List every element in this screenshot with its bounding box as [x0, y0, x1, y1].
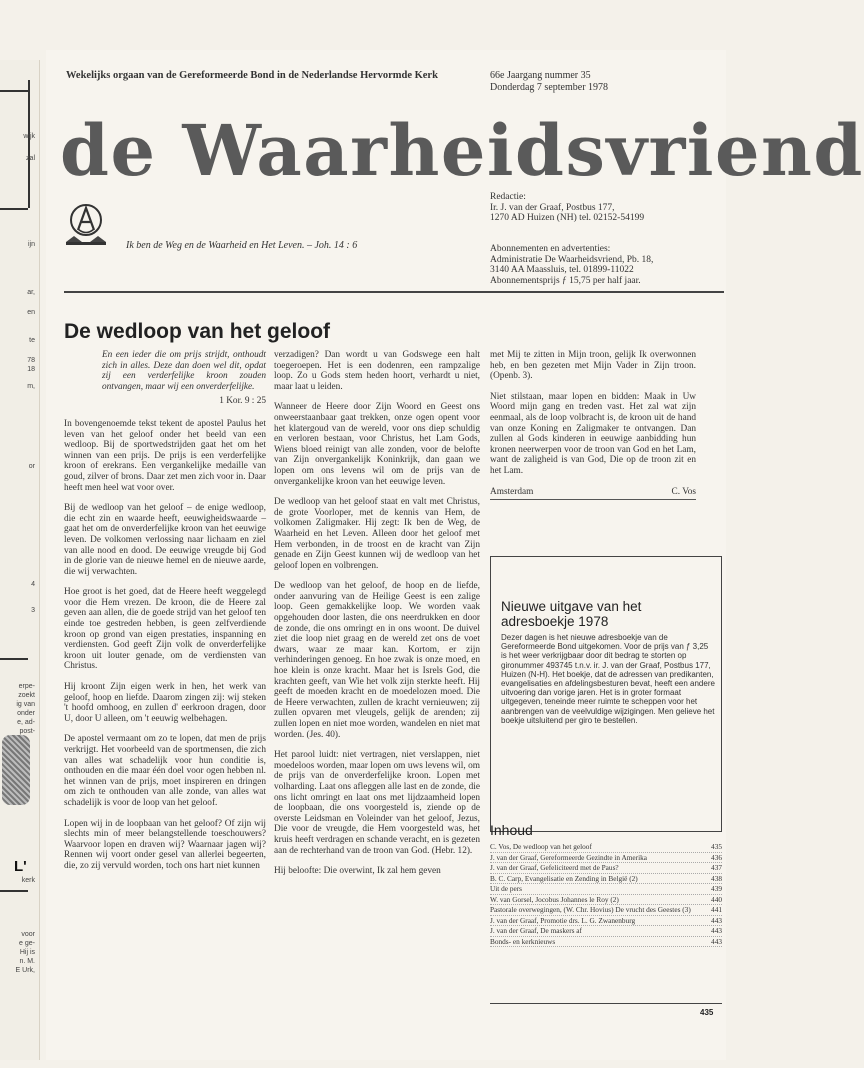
strip-text: erpe- — [18, 683, 35, 690]
toc-item: C. Vos, De wedloop van het geloof 435 — [490, 842, 722, 851]
strip-text: te — [29, 337, 35, 344]
toc-bottom-rule — [490, 1003, 722, 1004]
strip-text: wijk — [23, 133, 35, 140]
subscription-phone: 3140 AA Maassluis, tel. 01899-11022 — [490, 265, 634, 275]
redactie-label: Redactie: — [490, 192, 526, 202]
strip-text: 4 — [31, 581, 35, 588]
paragraph: Hij beloofte: Die overwint, Ik zal hem geven — [274, 866, 441, 877]
paragraph: In bovengenoemde tekst tekent de apostel Paulus het leven van het geloof onder het beeld van een wedloop. Bij de sportwedstrijden gaat het om het winnen van een prijs. De prijs is een verderfelijke kroon of erekrans. Een vergankelijke medaille van goud, zilver of brons. Daar zet men zich voor in. Daar heeft men heel wat voor over. — [64, 418, 266, 493]
strip-text: Hij is — [19, 949, 35, 956]
lead-reference: 1 Kor. 9 : 25 — [219, 396, 266, 407]
paragraph: Bij de wedloop van het geloof – de enige wedloop, die echt zin en waarde heeft, eeuwigheidswaarde – gaat het om de onverderfelijke kroon van het eeuwige leven. De volkomen verlossing naar lichaam en ziel van alle nood en dood. De eeuwige vreugde bij God in de glorie van de nieuwe hemel en de nieuwe aarde, die wij verwachten. — [64, 503, 266, 577]
strip-text: e ge- — [19, 940, 35, 947]
toc-item: Bonds- en kerknieuws 443 — [490, 936, 722, 946]
strip-text: ar, — [27, 289, 35, 296]
redactie-phone: 1270 AD Huizen (NH) tel. 02152-54199 — [490, 213, 645, 223]
article-headline: De wedloop van het geloof — [64, 320, 331, 343]
alpha-omega-logo-icon — [64, 202, 108, 248]
issue-info — [490, 70, 608, 94]
strip-rule — [0, 90, 28, 92]
strip-text: 18 — [27, 366, 35, 373]
strip-text: onder — [17, 710, 35, 717]
page-number: 435 — [700, 1008, 714, 1017]
subscription-price: Abonnementsprijs ƒ 15,75 per half jaar. — [490, 275, 641, 286]
strip-text: kerk — [21, 877, 35, 884]
motto: Ik ben de Weg en de Waarheid en Het Leven. – Joh. 14 : 6 — [126, 240, 358, 251]
strip-text: zoekt — [18, 692, 35, 699]
organ-line: Wekelijks orgaan van de Gereformeerde Bond in de Nederlandse Hervormde Kerk — [66, 70, 438, 81]
redactie-address: Ir. J. van der Graaf, Postbus 177, — [490, 202, 615, 213]
strip-text: ijn — [27, 241, 35, 248]
subscription-info — [490, 244, 722, 286]
strip-text: or — [28, 463, 35, 470]
issue-date: Donderdag 7 september 1978 — [490, 82, 609, 93]
strip-text: voor — [21, 931, 35, 938]
paragraph: Niet stilstaan, maar lopen en bidden: Maak in Uw Woord mijn gang en treden vast. Het zal wat zijn eenmaal, als de loop volbracht is, de kroon uit de hand van onze Koning en Zaligmaker te ontvangen. Dan zullen al Gods kinderen in eeuwige aanbidding hun kronen neerwerpen voor de troon van God en het Lam, want de zaligheid is van God, Die op de troon zit en het Lam. — [490, 391, 696, 476]
article-signature — [490, 487, 696, 501]
strip-text: ig van — [16, 701, 35, 708]
toc-item: B. C. Carp, Evangelisatie en Zending in België (2) 438 — [490, 873, 722, 883]
paragraph: De wedloop van het geloof staat en valt met Christus, de grote Voorloper, met de kennis van Hem, de volkomen Zaligmaker. Hij zegt: Ik ben de Weg, de Waarheid en het Leven. Alleen door het geloof met Hem verbonden, in de troost en de kracht van Zijn genade en Zijn Geest kunnen wij de wedloop van het geloof lopen en volbrengen. — [274, 497, 480, 571]
paragraph: De apostel vermaant om zo te lopen, dat men de prijs verkrijgt. Het voorbeeld van de sportmensen, die zich van alles wat schadelijk voor hun conditie is, onthouden en die maar één doel voor ogen hebben nl. het winnen van de prijs, moet inspireren en dringen om zich te onthouden van alle zonde, van alles wat schadelijk is voor de loop van het geloof. — [64, 734, 266, 808]
strip-text: zal — [26, 155, 35, 162]
toc-item: J. van der Graaf, De maskers af 443 — [490, 926, 722, 935]
strip-text: 78 — [27, 357, 35, 364]
strip-photo — [2, 735, 30, 805]
strip-text: E Urk, — [15, 967, 35, 974]
strip-text: e, ad- — [17, 719, 35, 726]
paragraph: Wanneer de Heere door Zijn Woord en Geest ons onweerstaanbaar gaat trekken, onze ogen opent voor het klatergoud van de wereld, voor ons diep schuldig en verloren bestaan, voor Christus, het Lam Gods, Wiens bloed reinigt van alle zonden, voor de belofte van Zijn onvergankelijk Koninkrijk, dan gaan we lopen om ons levens wil om de prijs van de onvergankelijke kroon van het eeuwige leven. — [274, 402, 480, 487]
announcement-text: Dezer dagen is het nieuwe adresboekje van de Gereformeerde Bond uitgekomen. Voor de prijs van ƒ 3,25 is het weer verkrijgbaar door dit bedrag te storten op gironummer 493745 t.n.v. ir. J. van der Graaf, Postbus 177, Huizen (N-H). Het boekje, dat de adressen van predikanten, evangelisaties en afdelingsbesturen bevat, heeft een andere uitvoering dan vorige jaren. Het is in groter formaat uitgegeven, teneinde meer ruimte te scheppen voor het aanbrengen van de veelvuldige wijzigingen. Men gelieve het boekje uitsluitend per giro te bestellen. — [501, 633, 715, 725]
paragraph: Hij kroont Zijn eigen werk in hen, het werk van geloof, hoop en liefde. Daarom zingen zij: wij steken 't hoofd omhoog, en zullen d' eerkroon dragen, door U, door U alleen, om 't eeuwig welbehagen. — [64, 682, 266, 724]
strip-text: en — [27, 309, 35, 316]
announcement-title: Nieuwe uitgave van het adresboekje 1978 — [501, 599, 642, 629]
toc-item: J. van der Graaf, Promotie drs. L. G. Zwanenburg 443 — [490, 915, 722, 925]
strip-rule — [0, 890, 28, 892]
strip-text: L' — [14, 858, 27, 875]
toc-title: Inhoud — [490, 822, 533, 838]
paragraph: verzadigen? Dan wordt u van Godswege een halt toegeroepen. Het is een dodenren, een rampzalige loop. Zo u Gods stem heden hoort, verhardt u niet, maar laat u leiden. — [274, 350, 480, 392]
strip-text: m, — [27, 383, 35, 390]
strip-text: post- — [19, 728, 35, 735]
table-of-contents — [490, 822, 722, 947]
toc-item: Uit de pers 439 — [490, 884, 722, 893]
strip-rule — [28, 80, 30, 208]
masthead-rule — [64, 291, 724, 293]
toc-item: Pastorale overwegingen, (W. Chr. Hovius) De vrucht des Geestes (3) 441 — [490, 905, 722, 914]
strip-text: n. M. — [19, 958, 35, 965]
paragraph: met Mij te zitten in Mijn troon, gelijk Ik overwonnen heb, en ben gezeten met Mijn Vader in Zijn troon. (Openb. 3). — [490, 350, 696, 382]
lead-quote: En een ieder die om prijs strijdt, onthoudt zich in alles. Deze dan doen wel dit, opdat zij een verderfelijke kroon zouden ontvangen, maar wij een onverderfelijke. — [102, 350, 266, 392]
paragraph: Lopen wij in de loopbaan van het geloof? Of zijn wij slechts min of meer belangstellende toeschouwers? Waarvoor lopen en draven wij? Waarnaar jagen wij? Rennen wij voort onder gesel van allerlei begeerten, die, zo zij vervuld worden, toch ons hart niet kunnen — [64, 818, 266, 871]
toc-item: J. van der Graaf, Gefeliciteerd met de Paus? 437 — [490, 863, 722, 872]
article-column-2 — [274, 350, 480, 887]
newspaper-title: de Waarheidsvriend — [60, 109, 864, 192]
subscription-admin: Administratie De Waarheidsvriend, Pb. 18, — [490, 254, 654, 265]
volume-number: 66e Jaargang nummer 35 — [490, 70, 591, 81]
toc-item: J. van der Graaf, Gereformeerde Gezindte in Amerika 436 — [490, 852, 722, 862]
strip-rule — [0, 658, 28, 660]
newspaper-page — [46, 50, 864, 1060]
paragraph: Hoe groot is het goed, dat de Heere heeft weggelegd voor die Hem vrezen. De kroon, die de Heere zal geven aan allen, die de goede strijd van het geloof ten einde toe gestreden hebben, is geen zelfverdiende kroon op grond van eigen prestaties, inspanning en verdiensten. God geeft Zijn volk de onverderfelijke kroon uit louter genade, om de verdiensten van Christus. — [64, 587, 266, 672]
article-place: Amsterdam — [490, 486, 534, 497]
adjacent-page-strip — [0, 60, 40, 1060]
strip-rule — [0, 208, 28, 210]
announcement-box — [490, 556, 722, 832]
article-column-3 — [490, 350, 696, 500]
strip-text: 3 — [31, 607, 35, 614]
subscription-label: Abonnementen en advertenties: — [490, 244, 611, 254]
article-column-1 — [64, 350, 266, 882]
paragraph: De wedloop van het geloof, de hoop en de liefde, onder aanvuring van de Heilige Geest is een zalige loop. Geen gemakkelijke loop. We worden vaak opgehouden door lasten, die ons neerdrukken en door de zonde, die ons omringt en in ons woont. De duivel ziet die loop niet graag en de wereld zet ons de voet dwars, waar ze maar kan. Kortom, er zijn verhinderingen genoeg. En hoe zwak is onze moed, en hoe klein is onze kracht. Maar het is Isrels God, die krachten geeft, van Wie het volk zijn sterkte heeft. Hij geeft de moeden kracht en de moedelozen moed. Die de Heere verwachten, zullen de kracht vernieuwen; zij zullen opvaren met vleugels, gelijk de arenden; zij zullen lopen en niet moe worden, wandelen en niet mat worden. (Jes. 40). — [274, 581, 480, 740]
toc-item: W. van Gorsel, Jocobus Johannes le Roy (2) 440 — [490, 894, 722, 904]
article-author: C. Vos — [671, 486, 696, 497]
redactie-info — [490, 192, 644, 224]
toc-list — [490, 842, 722, 947]
paragraph: Het parool luidt: niet vertragen, niet verslappen, niet moedeloos worden, maar lopen om uws levens wil, om de prijs van de onverderfelijke kroon. Lopen met volharding. Laat ons afleggen alle last en de zonde, die ons licht omringt en laat ons met lijdzaamheid lopen de loopbaan, die ons voorgesteld is, ziende op de overste Leidsman en Voleinder van het geloof, Jezus, Die voor de vreugde, die Hem voorgesteld was, het kruis heeft verdragen en schande veracht, en is gezeten aan de rechterhand van de troon van God. (Hebr. 12). — [274, 750, 480, 856]
